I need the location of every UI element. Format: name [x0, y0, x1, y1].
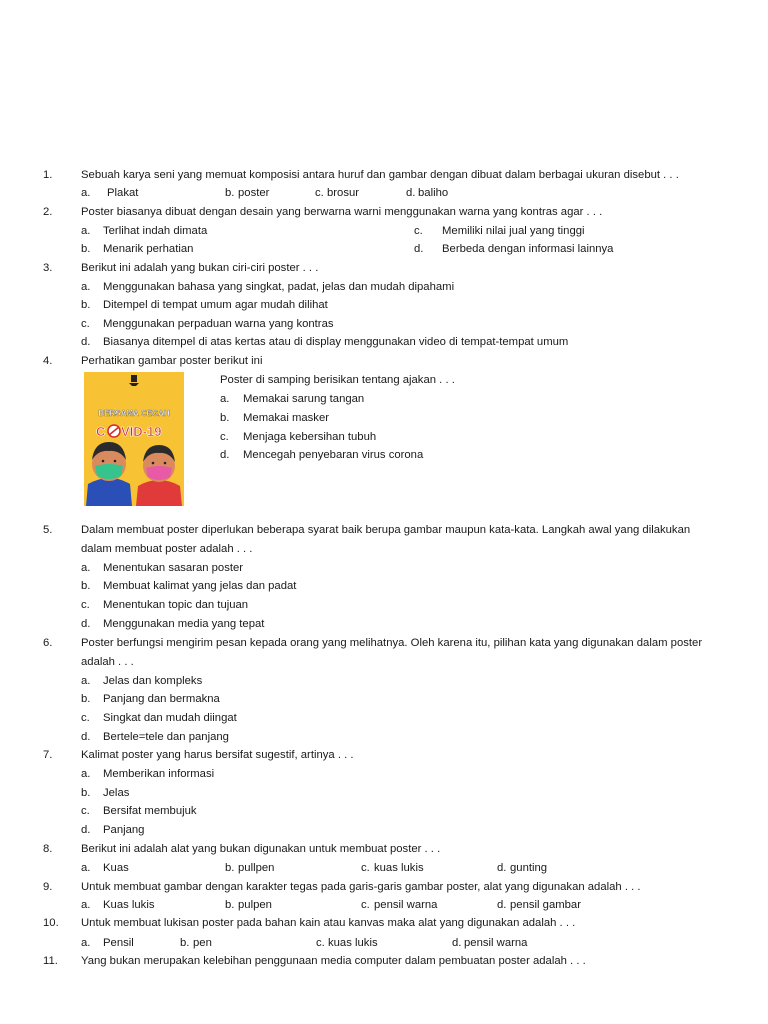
- answer-option-letter[interactable]: b.: [225, 899, 235, 911]
- answer-option-letter[interactable]: c.: [414, 225, 423, 237]
- answer-option-text[interactable]: Ditempel di tempat umum agar mudah dilihat: [103, 299, 328, 311]
- answer-option-letter[interactable]: c.: [361, 899, 370, 911]
- answer-option-text[interactable]: Kuas lukis: [103, 899, 155, 911]
- answer-option-letter[interactable]: b.: [225, 862, 235, 874]
- answer-option-letter[interactable]: b.: [81, 243, 91, 255]
- answer-option-text[interactable]: brosur: [327, 187, 360, 199]
- answer-option-letter[interactable]: a.: [81, 225, 91, 237]
- answer-option-text[interactable]: pensil gambar: [510, 899, 581, 911]
- question-number: 7.: [43, 749, 53, 761]
- answer-option-letter[interactable]: d.: [220, 449, 230, 461]
- covid-poster-image: [84, 372, 184, 506]
- answer-option-letter[interactable]: c.: [81, 318, 90, 330]
- question-text: Berikut ini adalah alat yang bukan digunakan untuk membuat poster . . .: [81, 843, 441, 855]
- answer-option-letter[interactable]: c.: [81, 712, 90, 724]
- question-number: 9.: [43, 881, 53, 893]
- answer-option-text[interactable]: baliho: [418, 187, 449, 199]
- answer-option-text[interactable]: Berbeda dengan informasi lainnya: [442, 243, 614, 255]
- question-number: 1.: [43, 169, 53, 181]
- answer-option-text[interactable]: Singkat dan mudah diingat: [103, 712, 237, 724]
- answer-option-text[interactable]: pullpen: [238, 862, 275, 874]
- answer-option-text[interactable]: Biasanya ditempel di atas kertas atau di display menggunakan video di tempat-tempat umum: [103, 336, 569, 348]
- question-number: 4.: [43, 355, 53, 367]
- answer-option-text[interactable]: poster: [238, 187, 270, 199]
- poster-headline: BERSAMA CEGAH: [98, 409, 170, 418]
- answer-option-text[interactable]: Menggunakan bahasa yang singkat, padat, jelas dan mudah dipahami: [103, 281, 455, 293]
- answer-option-letter[interactable]: a.: [81, 899, 91, 911]
- answer-option-letter[interactable]: a.: [81, 675, 91, 687]
- question-text: Poster biasanya dibuat dengan desain yang berwarna warni menggunakan warna yang kontras agar . . .: [81, 206, 603, 218]
- answer-option-text[interactable]: Menarik perhatian: [103, 243, 194, 255]
- answer-option-text[interactable]: Panjang: [103, 824, 145, 836]
- answer-option-text[interactable]: pen: [193, 937, 212, 949]
- answer-option-text[interactable]: Membuat kalimat yang jelas dan padat: [103, 580, 297, 592]
- question-text: Yang bukan merupakan kelebihan penggunaan media computer dalam pembuatan poster adalah . . .: [81, 955, 586, 967]
- answer-option-letter[interactable]: d.: [81, 336, 91, 348]
- answer-option-letter[interactable]: b.: [81, 787, 91, 799]
- question-number: 2.: [43, 206, 53, 218]
- question-number: 8.: [43, 843, 53, 855]
- answer-option-letter[interactable]: a.: [81, 281, 91, 293]
- question-prompt: Poster di samping berisikan tentang ajakan . . .: [220, 374, 455, 386]
- answer-option-text[interactable]: pulpen: [238, 899, 272, 911]
- answer-option-letter[interactable]: d.: [497, 862, 507, 874]
- answer-option-letter[interactable]: d.: [497, 899, 507, 911]
- answer-option-text[interactable]: Jelas dan kompleks: [103, 675, 203, 687]
- answer-option-text[interactable]: pensil warna: [464, 937, 528, 949]
- answer-option-text[interactable]: Plakat: [107, 187, 139, 199]
- answer-option-text[interactable]: Bersifat membujuk: [103, 805, 197, 817]
- answer-option-text[interactable]: Menentukan topic dan tujuan: [103, 599, 249, 611]
- answer-option-letter[interactable]: a.: [81, 562, 91, 574]
- poster-covid-text: VID-19: [121, 424, 162, 439]
- question-number: 6.: [43, 637, 53, 649]
- poster-illustration: [84, 372, 184, 506]
- question-number: 3.: [43, 262, 53, 274]
- answer-option-letter[interactable]: d.: [452, 937, 462, 949]
- answer-option-letter[interactable]: b.: [81, 299, 91, 311]
- question-number: 11.: [43, 955, 58, 967]
- answer-option-text[interactable]: Terlihat indah dimata: [103, 225, 208, 237]
- question-text: Poster berfungsi mengirim pesan kepada orang yang melihatnya. Oleh karena itu, pilihan kata yang digunakan dalam poster: [81, 637, 703, 649]
- answer-option-letter[interactable]: c.: [361, 862, 370, 874]
- answer-option-letter[interactable]: c.: [315, 187, 324, 199]
- question-text: Perhatikan gambar poster berikut ini: [81, 355, 263, 367]
- answer-option-letter[interactable]: b.: [220, 412, 230, 424]
- answer-option-letter[interactable]: b.: [81, 580, 91, 592]
- answer-option-text[interactable]: Memberikan informasi: [103, 768, 215, 780]
- answer-option-text[interactable]: Memakai masker: [243, 412, 330, 424]
- answer-option-text[interactable]: Menggunakan media yang tepat: [103, 618, 265, 630]
- answer-option-letter[interactable]: c.: [81, 599, 90, 611]
- question-number: 10.: [43, 917, 59, 929]
- answer-option-text[interactable]: pensil warna: [374, 899, 438, 911]
- question-text-continued: dalam membuat poster adalah . . .: [81, 543, 253, 555]
- answer-option-letter[interactable]: d.: [414, 243, 424, 255]
- question-text: Untuk membuat lukisan poster pada bahan kain atau kanvas maka alat yang digunakan adalah . . .: [81, 917, 576, 929]
- answer-option-letter[interactable]: b.: [180, 937, 190, 949]
- answer-option-letter[interactable]: a.: [81, 187, 91, 199]
- answer-option-text[interactable]: Memakai sarung tangan: [243, 393, 365, 405]
- answer-option-letter[interactable]: b.: [81, 693, 91, 705]
- answer-option-letter[interactable]: c.: [220, 431, 229, 443]
- answer-option-letter[interactable]: a.: [81, 862, 91, 874]
- answer-option-text[interactable]: kuas lukis: [374, 862, 424, 874]
- answer-option-text[interactable]: Pensil: [103, 937, 134, 949]
- question-number: 5.: [43, 524, 53, 536]
- virus-icon: [108, 425, 120, 437]
- question-text: Kalimat poster yang harus bersifat sugestif, artinya . . .: [81, 749, 354, 761]
- answer-option-letter[interactable]: c.: [81, 805, 90, 817]
- answer-option-letter[interactable]: d.: [81, 618, 91, 630]
- question-text: Berikut ini adalah yang bukan ciri-ciri poster . . .: [81, 262, 319, 274]
- answer-option-letter[interactable]: d.: [406, 187, 416, 199]
- answer-option-text[interactable]: gunting: [510, 862, 548, 874]
- answer-option-text[interactable]: Menggunakan perpaduan warna yang kontras: [103, 318, 334, 330]
- answer-option-text[interactable]: Mencegah penyebaran virus corona: [243, 449, 424, 461]
- answer-option-text[interactable]: Memiliki nilai jual yang tinggi: [442, 225, 585, 237]
- answer-option-text[interactable]: Jelas: [103, 787, 130, 799]
- poster-covid-c: C: [96, 424, 106, 439]
- answer-option-text[interactable]: Menentukan sasaran poster: [103, 562, 244, 574]
- question-text: Dalam membuat poster diperlukan beberapa syarat baik berupa gambar maupun kata-kata. Langkah awal yang dilakukan: [81, 524, 691, 536]
- answer-option-text[interactable]: Panjang dan bermakna: [103, 693, 220, 705]
- question-text-continued: adalah . . .: [81, 656, 134, 668]
- answer-option-text[interactable]: Bertele=tele dan panjang: [103, 731, 229, 743]
- answer-option-text[interactable]: Menjaga kebersihan tubuh: [243, 431, 377, 443]
- answer-option-letter[interactable]: a.: [81, 768, 91, 780]
- answer-option-text[interactable]: kuas lukis: [328, 937, 378, 949]
- answer-option-letter[interactable]: d.: [81, 824, 91, 836]
- answer-option-letter[interactable]: c.: [316, 937, 325, 949]
- answer-option-letter[interactable]: b.: [225, 187, 235, 199]
- answer-option-text[interactable]: Kuas: [103, 862, 129, 874]
- answer-option-letter[interactable]: a.: [220, 393, 230, 405]
- answer-option-letter[interactable]: d.: [81, 731, 91, 743]
- answer-option-letter[interactable]: a.: [81, 937, 91, 949]
- question-text: Sebuah karya seni yang memuat komposisi antara huruf dan gambar dengan dibuat dalam berbagai ukuran disebut . . .: [81, 169, 679, 181]
- question-text: Untuk membuat gambar dengan karakter tegas pada garis-garis gambar poster, alat yang digunakan adalah . . .: [81, 881, 641, 893]
